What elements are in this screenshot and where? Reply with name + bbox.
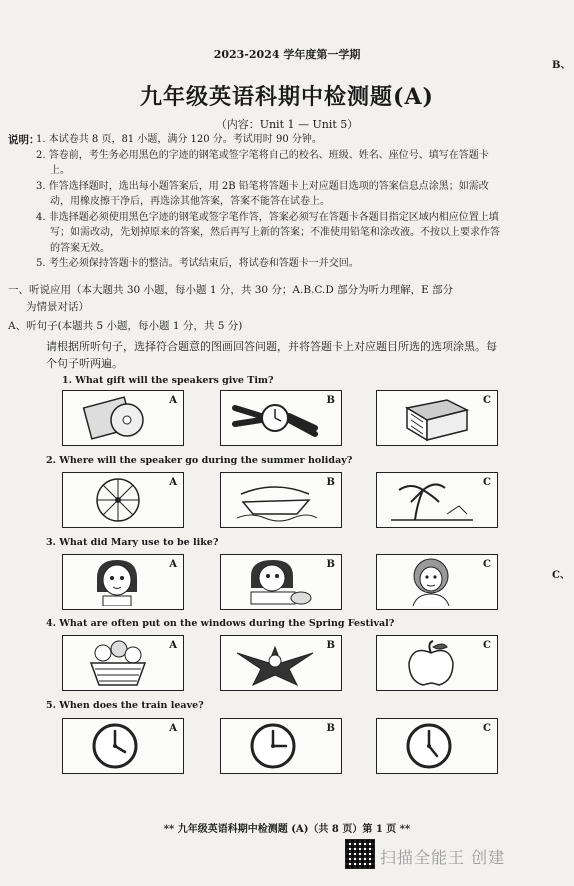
option-4a[interactable]: A	[62, 635, 184, 691]
question-1: 1. What gift will the speakers give Tim?	[62, 375, 274, 386]
ferris-wheel-icon	[73, 476, 163, 524]
scanner-watermark: 扫描全能王 创建	[380, 848, 506, 867]
note-item: 1. 本试卷共 8 页，81 小题，满分 120 分。考试用时 90 分钟。	[36, 134, 322, 145]
cd-icon	[73, 394, 163, 442]
option-1a[interactable]: A	[62, 390, 184, 446]
apple-icon	[387, 639, 477, 687]
girl-eating-icon	[231, 558, 321, 606]
book-icon	[387, 394, 477, 442]
paper-cut-icon	[231, 639, 321, 687]
clock-icon	[387, 722, 477, 770]
option-1b[interactable]: B	[220, 390, 342, 446]
margin-mark-c: C、	[552, 570, 570, 581]
section-1-heading: 一、听说应用（本大题共 30 小题，每小题 1 分，共 30 分；A.B.C.D 部分为听力理解，E 部分 为情景对话）	[8, 284, 454, 313]
watch-icon	[231, 394, 321, 442]
woman-curly-icon	[387, 558, 477, 606]
note-item: 2. 答卷前，考生务必用黑色的字迹的钢笔或签字笔将自己的校名、班级、姓名、座位号、填写在答题卡上。	[36, 149, 489, 176]
section-a-heading: A、听句子(本题共 5 小题，每小题 1 分，共 5 分)	[8, 320, 243, 332]
boat-icon	[231, 476, 321, 524]
option-5c[interactable]: C	[376, 718, 498, 774]
option-3b[interactable]: B	[220, 554, 342, 610]
option-2b[interactable]: B	[220, 472, 342, 528]
question-5: 5. When does the train leave?	[46, 700, 204, 711]
page-title: 九年级英语科期中检测题(A)	[140, 84, 434, 110]
girl-thin-icon	[73, 558, 163, 606]
question-4: 4. What are often put on the windows during the Spring Festival?	[46, 618, 395, 629]
note-item: 3. 作答选择题时，选出每小题答案后，用 2B 铅笔将答题卡上对应题目选项的答案信息点涂黑；如需改动，用橡皮擦干净后，再选涂其他答案，答案不能答在试卷上。	[36, 180, 489, 207]
option-5b[interactable]: B	[220, 718, 342, 774]
flower-basket-icon	[73, 639, 163, 687]
option-3a[interactable]: A	[62, 554, 184, 610]
option-4c[interactable]: C	[376, 635, 498, 691]
option-2c[interactable]: C	[376, 472, 498, 528]
note-item: 5. 考生必须保持答题卡的整洁。考试结束后，将试卷和答题卡一并交回。	[36, 258, 359, 269]
option-3c[interactable]: C	[376, 554, 498, 610]
year-term: 2023-2024 学年度第一学期	[213, 48, 361, 61]
palm-beach-icon	[387, 476, 477, 524]
margin-mark-b: B、	[552, 60, 571, 71]
clock-icon	[73, 722, 163, 770]
note-item: 4. 非选择题必须使用黑色字迹的钢笔或签字笔作答，答案必须写在答题卡各题目指定区域内相应位置上填写；如需改动，先划掉原来的答案，然后再写上新的答案；不准使用铅笔和涂改液。不按以上要求作答的答案无效。	[36, 211, 500, 254]
question-2: 2. Where will the speaker go during the summer holiday?	[46, 455, 353, 466]
page-footer: ** 九年级英语科期中检测题 (A)（共 8 页）第 1 页 **	[163, 824, 411, 835]
section-a-instruction: 请根据所听句子，选择符合题意的图画回答问题，并将答题卡上对应题目所选的选项涂黑。每个句子听两遍。	[46, 340, 497, 370]
option-1c[interactable]: C	[376, 390, 498, 446]
option-2a[interactable]: A	[62, 472, 184, 528]
option-4b[interactable]: B	[220, 635, 342, 691]
exam-scope: （内容：Unit 1 — Unit 5）	[215, 118, 359, 131]
notes-label: 说明：	[8, 134, 40, 146]
notes-list	[36, 132, 506, 272]
clock-icon	[231, 722, 321, 770]
option-5a[interactable]: A	[62, 718, 184, 774]
qr-code-icon	[345, 839, 375, 869]
question-3: 3. What did Mary use to be like?	[46, 537, 219, 548]
